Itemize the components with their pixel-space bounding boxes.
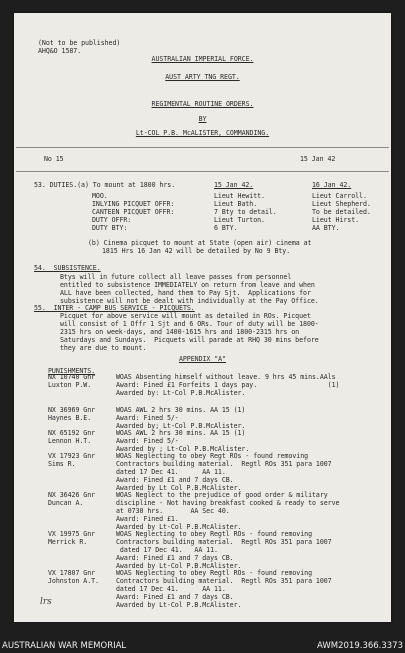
duties-date-2: 16 Jan 42. xyxy=(312,181,352,189)
soldier-name: Lennon H.T. xyxy=(48,437,92,445)
soldier-name: Haynes B.E. xyxy=(48,414,92,422)
handwritten-initials: lrs xyxy=(40,597,52,607)
force-title: AUSTRALIAN IMPERIAL FORCE. xyxy=(151,55,254,63)
punishment-line: at 0730 hrs. AA Sec 40. xyxy=(116,507,230,515)
punishment-line: Awarded by Lt-Col P.B.McAlister. xyxy=(116,601,242,609)
order-date: 15 Jan 42 xyxy=(300,155,336,163)
publication-note: (Not to be published) xyxy=(38,39,121,47)
punishment-line: Award: Fined 5/- xyxy=(116,437,179,445)
soldier-number: NX 36969 Gnr xyxy=(48,406,96,414)
punishment-line: Award: Fined £1 and 7 days CB. xyxy=(116,476,234,484)
commander-line: Lt-COL P.B. McALISTER, COMMANDING. xyxy=(135,129,270,137)
soldier-number: VX 19975 Gnr xyxy=(48,530,96,538)
cinema-picquet-line-2: 1815 Hrs 16 Jan 42 will be detailed by No 9 Bty. xyxy=(102,247,291,255)
bus-service-line: they are due to mount. xyxy=(60,344,147,352)
bus-service-line: Saturdays and Sundays. Picquets will parade at RHQ 30 mins before xyxy=(60,336,319,344)
soldier-number: NX 65192 Gnr xyxy=(48,429,96,437)
bus-service-heading: 55. INTER - CAMP BUS SERVICE - PICQUETS. xyxy=(34,304,195,312)
duties-heading: 53. DUTIES.(a) To mount at 1800 hrs. xyxy=(34,181,176,189)
footer-accession-number: AWM2019.366.3373 xyxy=(317,641,403,651)
soldier-name: Merrick R. xyxy=(48,538,88,546)
punishment-line: Awarded by; Lt-Col P.B.McAlister. xyxy=(116,422,246,430)
soldier-name: Johnston A.T. xyxy=(48,577,99,585)
punishment-line: discipline - Not having breakfast cooked & ready to serve xyxy=(116,499,340,507)
punishment-line: Contractors building material. Regtl ROs 351 para 1007 xyxy=(116,577,332,585)
punishment-line: Award: Fined 5/- xyxy=(116,414,179,422)
soldier-number: VX 17807 Gnr xyxy=(48,569,96,577)
punishment-line: Award: Fined £1 Forfeits 1 days pay. (1) xyxy=(116,381,340,389)
by-line: BY xyxy=(198,115,207,123)
duty-assignee-2: Lieut Shepherd. xyxy=(312,200,371,208)
soldier-number: VX 17923 Gnr xyxy=(48,452,96,460)
punishment-line: Contractors building material. Regtl ROs 351 para 1007 xyxy=(116,460,332,468)
cinema-picquet-line-1: (b) Cinema picquet to mount at State (open air) cinema at xyxy=(88,239,312,247)
punishment-line: Awarded by Lt-Col P.B.McAlister. xyxy=(116,562,242,570)
subheader-rule xyxy=(16,171,389,172)
punishment-line: Award: Fined £1. xyxy=(116,515,179,523)
duty-assignee-2: AA BTY. xyxy=(312,224,340,232)
subsistence-line: subsistence will not be dealt with individually at the Pay Office. xyxy=(60,297,319,305)
duty-assignee-1: Lieut Turton. xyxy=(214,216,265,224)
document-page xyxy=(14,13,391,622)
punishment-line: dated 17 Dec 41. AA 11. xyxy=(116,468,226,476)
soldier-name: Sims R. xyxy=(48,460,76,468)
punishment-line: WOAS Absenting himself without leave. 9 hrs 45 mins.AAls xyxy=(116,373,336,381)
punishment-line: Award: Fined £1 and 7 days CB. xyxy=(116,554,234,562)
punishment-line: Awarded by ; Lt-Col P.B.McAlister. xyxy=(116,445,250,453)
punishment-line: WOAS Neglecting to obey Regtl ROs - found removing xyxy=(116,569,312,577)
punishment-line: Awarded by Lt-Col P.B.McAlister. xyxy=(116,523,242,531)
duty-assignee-1: 6 BTY. xyxy=(214,224,238,232)
duty-role: DUTY BTY: xyxy=(92,224,128,232)
soldier-name: Duncan A. xyxy=(48,499,84,507)
subsistence-line: ALL have been collected, hand them to Pay Sjt. Applications for xyxy=(60,289,311,297)
duty-assignee-2: To be detailed. xyxy=(312,208,371,216)
punishment-line: dated 17 Dec 41. AA 11. xyxy=(116,585,226,593)
duty-role: INLYING PICQUET OFFR: xyxy=(92,200,175,208)
punishment-line: WOAS Neglecting to obey Regtl ROs - found removing xyxy=(116,530,312,538)
duty-assignee-1: Lieut Bath. xyxy=(214,200,258,208)
punishment-line: Awarded by Lt Col P.B.McAlister. xyxy=(116,484,242,492)
duty-role: MOO. xyxy=(92,192,108,200)
order-number: No 15 xyxy=(44,155,64,163)
duty-assignee-2: Lieut Carroll. xyxy=(312,192,367,200)
punishment-line: WOAS AWL 2 hrs 30 mins. AA 15 (1) xyxy=(116,406,246,414)
reference-number: AHQ&O 1587. xyxy=(38,47,82,55)
duties-date-1: 15 Jan 42. xyxy=(214,181,254,189)
footer-institution: AUSTRALIAN WAR MEMORIAL xyxy=(2,641,127,651)
orders-title: REGIMENTAL ROUTINE ORDERS. xyxy=(151,100,254,108)
punishments-heading: PUNISHMENTS. xyxy=(48,367,96,375)
appendix-heading: APPENDIX "A" xyxy=(178,355,227,363)
soldier-number: NX 10740 Gnr xyxy=(48,373,96,381)
duty-assignee-1: 7 Bty to detail. xyxy=(214,208,277,216)
subsistence-line: Btys will in future collect all leave passes from personnel xyxy=(60,273,292,281)
punishment-line: Award: Fined £1 and 7 days CB. xyxy=(116,593,234,601)
punishment-line: WOAS AWL 2 hrs 30 mins. AA 15 (1) xyxy=(116,429,246,437)
subsistence-line: entitled to subsistence IMMEDIATELY on return from leave and when xyxy=(60,281,315,289)
punishment-line: WOAS Neglect to the prejudice of good order & military xyxy=(116,491,328,499)
duty-role: CANTEEN PICQUET OFFR: xyxy=(92,208,175,216)
duty-assignee-1: Lieut Hewitt. xyxy=(214,192,265,200)
bus-service-line: Picquet for above service will mount as detailed in ROs. Picquet xyxy=(60,312,311,320)
header-rule xyxy=(16,147,389,148)
bus-service-line: 2315 hrs on week-days, and 1400-1615 hrs and 1800-2315 hrs on xyxy=(60,328,300,336)
subsistence-heading: 54. SUBSISTENCE. xyxy=(34,264,101,272)
duty-role: DUTY OFFR: xyxy=(92,216,132,224)
punishment-line: Contractors building material. Regtl ROs 351 para 1007 xyxy=(116,538,332,546)
soldier-number: NX 36426 Gnr xyxy=(48,491,96,499)
soldier-name: Luxton P.W. xyxy=(48,381,92,389)
unit-title: AUST ARTY TNG REGT. xyxy=(165,73,240,81)
punishment-line: Awarded by: Lt-Col P.B.McAlister. xyxy=(116,389,246,397)
bus-service-line: will consist of 1 Offr 1 Sjt and 6 ORs. Tour of duty will be 1800- xyxy=(60,320,319,328)
duty-assignee-2: Lieut Hirst. xyxy=(312,216,360,224)
punishment-line: WOAS Neglecting to obey Regt ROs - found removing xyxy=(116,452,309,460)
punishment-line: dated 17 Dec 41. AA 11. xyxy=(116,546,218,554)
